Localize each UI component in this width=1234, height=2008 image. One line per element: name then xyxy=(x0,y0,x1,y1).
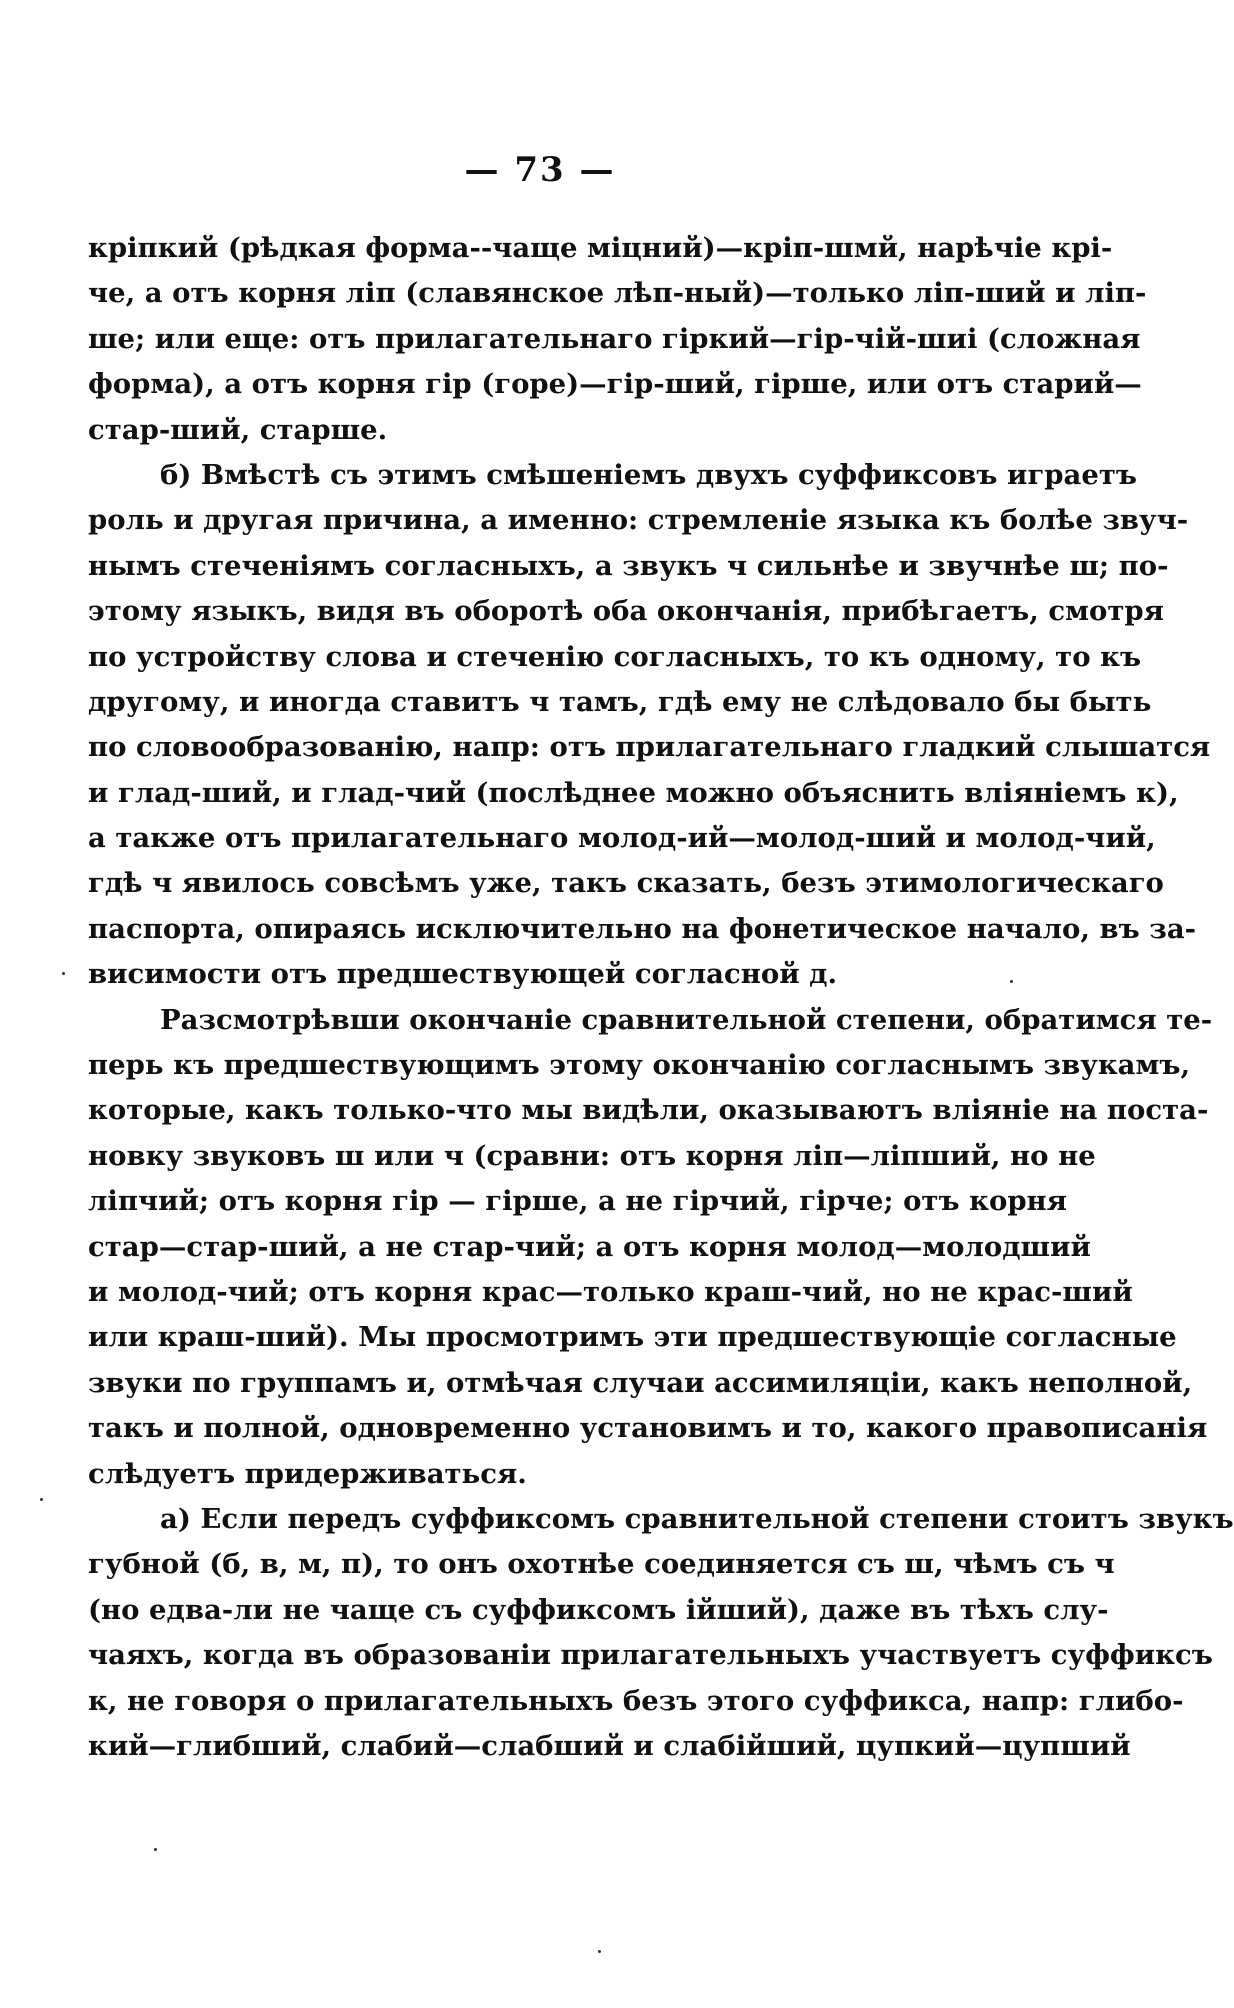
text-line: паспорта, опираясь исключительно на фонетическое начало, въ за- xyxy=(88,912,1197,945)
text-line: ше; или еще: отъ прилагательнаго гіркий—гір-чій-шиі (сложная xyxy=(88,322,1141,355)
scan-speck xyxy=(598,1950,601,1953)
text-line: и молод-чий; отъ корня крас—только краш-чий, но не крас-ший xyxy=(88,1275,1133,1308)
text-line: слѣдуетъ придерживаться. xyxy=(88,1457,527,1490)
body-text xyxy=(88,226,1234,1769)
scan-speck xyxy=(40,1498,43,1501)
text-line: (но едва-ли не чаще съ суффиксомъ ійший), даже въ тѣхъ слу- xyxy=(88,1593,1109,1626)
scan-speck xyxy=(62,972,65,975)
scan-speck xyxy=(154,1848,157,1851)
text-line: кріпкий (рѣдкая форма--чаще міцний)—кріп-шмй, нарѣчіе крі- xyxy=(88,232,1113,264)
text-line: этому языкъ, видя въ оборотѣ оба окончанія, прибѣгаетъ, смотря xyxy=(88,595,1164,628)
text-line: ліпчий; отъ корня гір — гірше, а не гірчий, гірче; отъ корня xyxy=(88,1185,1068,1218)
text-line: а также отъ прилагательнаго молод-ий—молод-ший и молод-чий, xyxy=(88,822,1156,855)
page-number: — 73 — xyxy=(464,150,616,190)
text-line: которые, какъ только-что мы видѣли, оказываютъ вліяніе на поста- xyxy=(88,1094,1209,1127)
text-line: висимости отъ предшествующей согласной д. xyxy=(88,958,838,991)
text-line: по устройству слова и стеченію согласныхъ, то къ одному, то къ xyxy=(88,640,1142,673)
text-line: а) Если передъ суффиксомъ сравнительной степени стоитъ звукъ xyxy=(160,1502,1234,1535)
text-line: такъ и полной, одновременно установимъ и то, какого правописанія xyxy=(88,1412,1208,1445)
text-line: чаяхъ, когда въ образованіи прилагательныхъ участвуетъ суффиксъ xyxy=(88,1639,1213,1672)
text-line: перь къ предшествующимъ этому окончанію согласнымъ звукамъ, xyxy=(88,1049,1191,1082)
text-line: стар—стар-ший, а не стар-чий; а отъ корня молод—молодший xyxy=(88,1230,1091,1263)
text-line: губной (б, в, м, п), то онъ охотнѣе соединяется съ ш, чѣмъ съ ч xyxy=(88,1548,1115,1581)
text-line: че, а отъ корня ліп (славянское лѣп-ный)—только ліп-ший и ліп- xyxy=(88,277,1147,310)
text-line: Разсмотрѣвши окончаніе сравнительной степени, обратимся те- xyxy=(160,1003,1213,1036)
text-line: другому, и иногда ставитъ ч тамъ, гдѣ ему не слѣдовало бы быть xyxy=(88,685,1152,718)
text-line: звуки по группамъ и, отмѣчая случаи ассимиляціи, какъ неполной, xyxy=(88,1366,1193,1399)
text-line: форма), а отъ корня гір (горе)—гір-ший, гірше, или отъ старий— xyxy=(88,368,1142,401)
scan-speck xyxy=(1010,980,1013,983)
text-line: нымъ стеченіямъ согласныхъ, а звукъ ч сильнѣе и звучнѣе ш; по- xyxy=(88,549,1169,582)
text-line: стар-ший, старше. xyxy=(88,413,388,446)
text-line: новку звуковъ ш или ч (сравни: отъ корня ліп—ліпший, но не xyxy=(88,1139,1096,1172)
text-line: или краш-ший). Мы просмотримъ эти предшествующіе согласные xyxy=(88,1321,1177,1354)
text-line: кий—глибший, слабий—слабший и слабійший, цупкий—цупший xyxy=(88,1729,1131,1762)
text-line: б) Вмѣстѣ съ этимъ смѣшеніемъ двухъ суффиксовъ играетъ xyxy=(160,458,1137,491)
text-line: гдѣ ч явилось совсѣмъ уже, такъ сказать, безъ этимологическаго xyxy=(88,867,1164,900)
text-line: и глад-ший, и глад-чий (послѣднее можно объяснить вліяніемъ к), xyxy=(88,776,1179,809)
text-line: по словообразованію, напр: отъ прилагательнаго гладкий слышатся xyxy=(88,731,1211,764)
text-line: роль и другая причина, а именно: стремленіе языка къ болѣе звуч- xyxy=(88,504,1189,537)
text-line: к, не говоря о прилагательныхъ безъ этого суффикса, напр: глибо- xyxy=(88,1684,1184,1717)
